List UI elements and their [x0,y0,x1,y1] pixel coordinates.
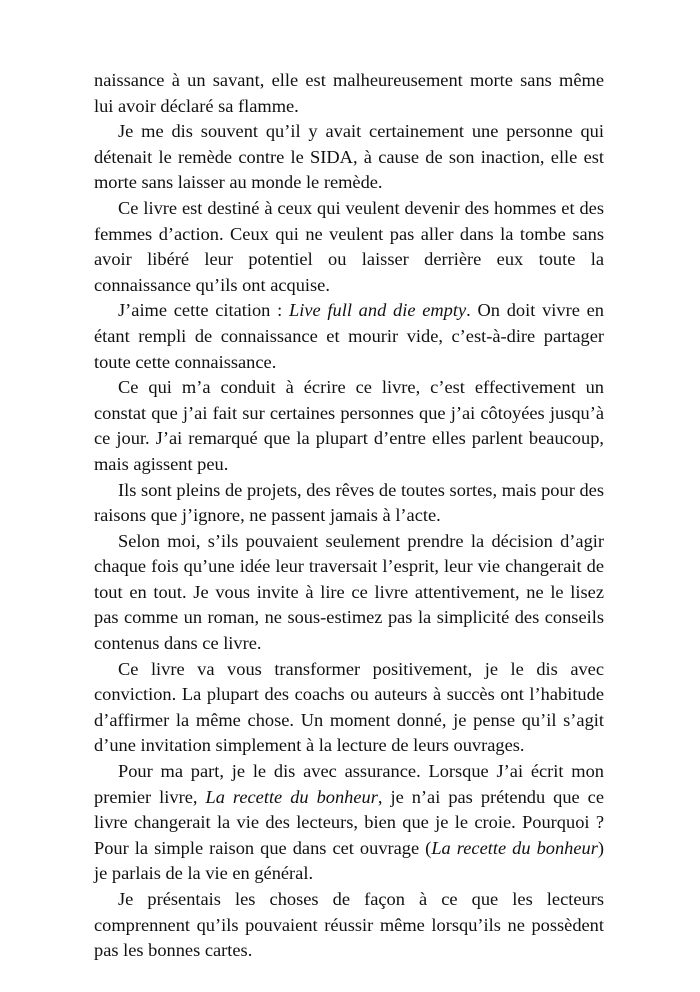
text-segment: Je me dis souvent qu’il y avait certainement une personne qui détenait le remède contre le SIDA, à cause de son inaction, elle est morte sans laisser au monde le remède. [94,121,604,193]
text-segment: , je n’ai pas prétendu que ce livre changerait la vie des lecteurs, bien que je le croie. Pourquoi ? Pour la simple raison que dans cet ouvrage ( [94,786,605,858]
paragraph-p8 [94,759,604,887]
text-segment: Pour ma part, je le dis avec assurance. Lorsque J’ai écrit mon premier livre, [94,761,604,807]
paragraph-p9 [94,887,604,964]
paragraph-p2 [94,196,604,298]
text-segment: Selon moi, s’ils pouvaient seulement prendre la décision d’agir chaque fois qu’une idée leur traversait l’esprit, leur vie changerait de tout en tout. Je vous invite à lire ce livre attentivement, ne le lisez pas comme un roman, ne sous-estimez pas la simplicité des conseils contenus dans ce livre. [94,530,604,654]
paragraph-p7 [94,657,604,759]
text-segment: Je présentais les choses de façon à ce que les lecteurs comprennent qu’ils pouvaient réussir même lorsqu’ils ne possèdent pas les bonnes cartes. [94,889,604,961]
paragraph-p1 [94,119,604,196]
italic-text: La recette du bonheur [431,837,598,858]
paragraph-p6 [94,529,604,657]
text-segment: . On doit vivre en étant rempli de connaissance et mourir vide, c’est-à-dire partager toute cette connaissance. [94,300,604,372]
text-segment: Ce livre est destiné à ceux qui veulent devenir des hommes et des femmes d’action. Ceux qui ne veulent pas aller dans la tombe sans avoir libéré leur potentiel ou laisser derrière eux toute la connaissance qu’ils ont acquise. [94,197,604,295]
italic-text: La recette du bonheur [205,786,378,807]
text-segment: Ils sont pleins de projets, des rêves de toutes sortes, mais pour des raisons que j’ignore, ne passent jamais à l’acte. [94,479,604,526]
text-segment: J’aime cette citation : [118,300,289,321]
paragraph-p3 [94,298,604,375]
paragraph-p0 [94,68,604,119]
text-segment: Ce qui m’a conduit à écrire ce livre, c’est effectivement un constat que j’ai fait sur certaines personnes que j’ai côtoyées jusqu’à ce jour. J’ai remarqué que la plupart d’entre elles parlent beaucoup, mais agissent peu. [94,377,604,474]
text-segment: ) je parlais de la vie en général. [94,837,604,884]
paragraph-p5 [94,478,604,529]
document-page [94,68,604,964]
paragraph-p4 [94,375,604,477]
text-segment: naissance à un savant, elle est malheureusement morte sans même lui avoir déclaré sa flamme. [94,70,604,116]
text-segment: Ce livre va vous transformer positivement, je le dis avec conviction. La plupart des coachs ou auteurs à succès ont l’habitude d’affirmer la même chose. Un moment donné, je pense qu’il s’agit d’une invitation simplement à la lecture de leurs ouvrages. [94,658,604,756]
italic-text: Live full and die empty [289,300,467,321]
